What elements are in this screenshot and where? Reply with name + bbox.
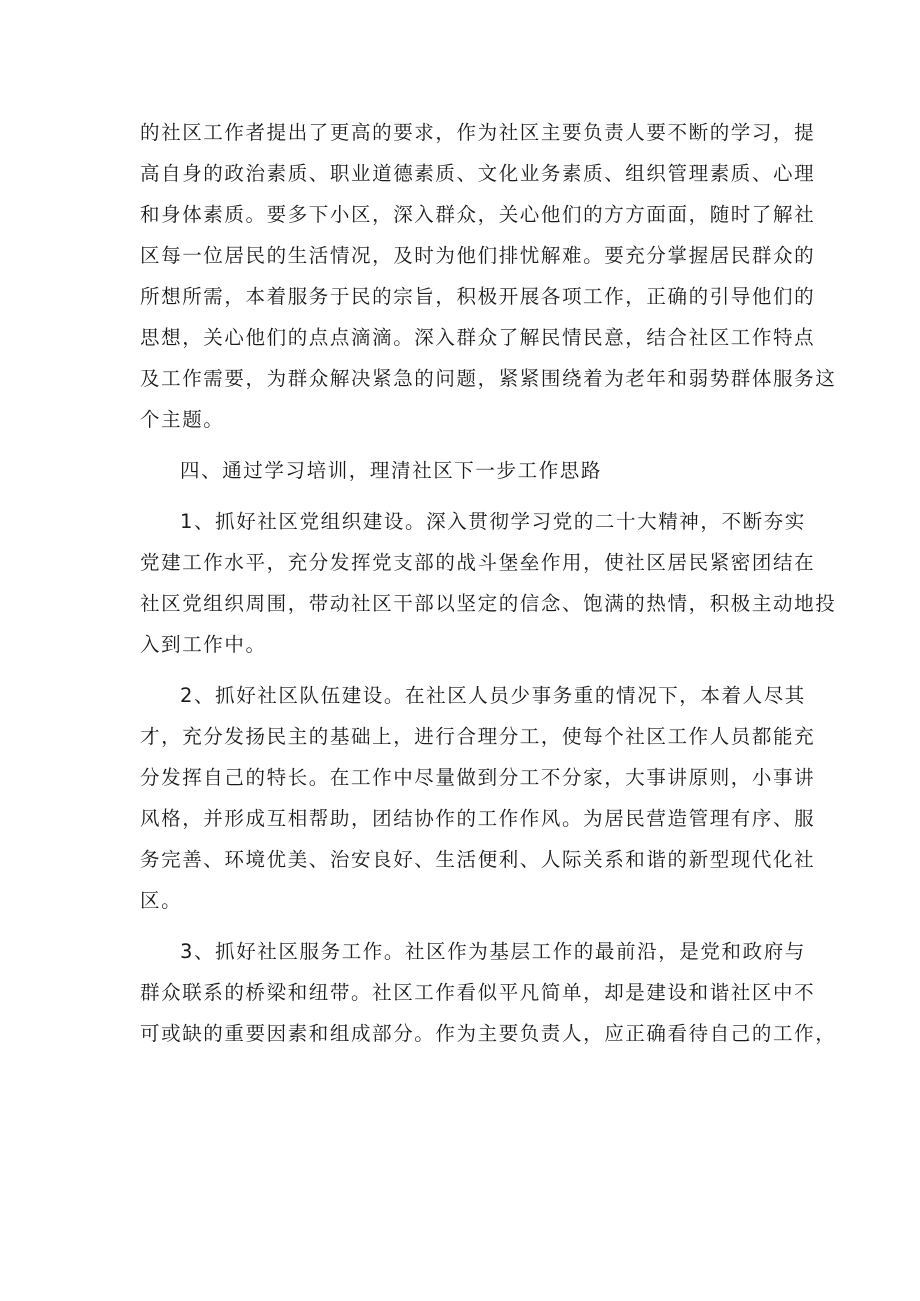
paragraph-1-line-6: 思想，关心他们的点点滴滴。深入群众了解民情民意，结合社区工作特点: [140, 326, 816, 349]
paragraph-3-line-3: 社区党组织周围，带动社区干部以坚定的信念、饱满的热情，积极主动地投: [140, 592, 837, 615]
paragraph-4-line-2: 才，充分发扬民主的基础上，进行合理分工，使每个社区工作人员都能充: [140, 725, 816, 748]
paragraph-4-line-5: 务完善、环境优美、治安良好、生活便利、人际关系和谐的新型现代化社: [140, 848, 816, 871]
paragraph-3-line-4: 入到工作中。: [140, 633, 267, 656]
paragraph-4-line-6: 区。: [140, 889, 183, 912]
paragraph-1-line-2: 高自身的政治素质、职业道德素质、文化业务素质、组织管理素质、心理: [140, 162, 816, 185]
paragraph-4-line-1: 2、抓好社区队伍建设。在社区人员少事务重的情况下，本着人尽其: [180, 684, 806, 707]
paragraph-3-line-1: 1、抓好社区党组织建设。深入贯彻学习党的二十大精神，不断夯实: [180, 510, 806, 533]
paragraph-5-line-3: 可或缺的重要因素和组成部分。作为主要负责人，应正确看待自己的工作，: [140, 1022, 837, 1045]
document-body: [140, 112, 837, 1054]
paragraph-1-line-5: 所想所需，本着服务于民的宗旨，积极开展各项工作，正确的引导他们的: [140, 285, 816, 308]
paragraph-3-line-2: 党建工作水平，充分发挥党支部的战斗堡垒作用，使社区居民紧密团结在: [140, 551, 816, 574]
paragraph-4-line-4: 风格，并形成互相帮助，团结协作的工作作风。为居民营造管理有序、服: [140, 807, 816, 830]
paragraph-1-line-8: 个主题。: [140, 408, 225, 431]
paragraph-4-line-3: 分发挥自己的特长。在工作中尽量做到分工不分家，大事讲原则，小事讲: [140, 766, 816, 789]
section-heading: 四、通过学习培训，理清社区下一步工作思路: [180, 459, 603, 482]
paragraph-5-line-2: 群众联系的桥梁和纽带。社区工作看似平凡简单，却是建设和谐社区中不: [140, 981, 816, 1004]
paragraph-1-line-4: 区每一位居民的生活情况，及时为他们排忧解难。要充分掌握居民群众的: [140, 244, 816, 267]
paragraph-1-line-3: 和身体素质。要多下小区，深入群众，关心他们的方方面面，随时了解社: [140, 203, 816, 226]
paragraph-5-line-1: 3、抓好社区服务工作。社区作为基层工作的最前沿，是党和政府与: [180, 940, 806, 963]
paragraph-1-line-1: 的社区工作者提出了更高的要求，作为社区主要负责人要不断的学习，提: [140, 121, 816, 144]
paragraph-1-line-7: 及工作需要，为群众解决紧急的问题，紧紧围绕着为老年和弱势群体服务这: [140, 367, 837, 390]
